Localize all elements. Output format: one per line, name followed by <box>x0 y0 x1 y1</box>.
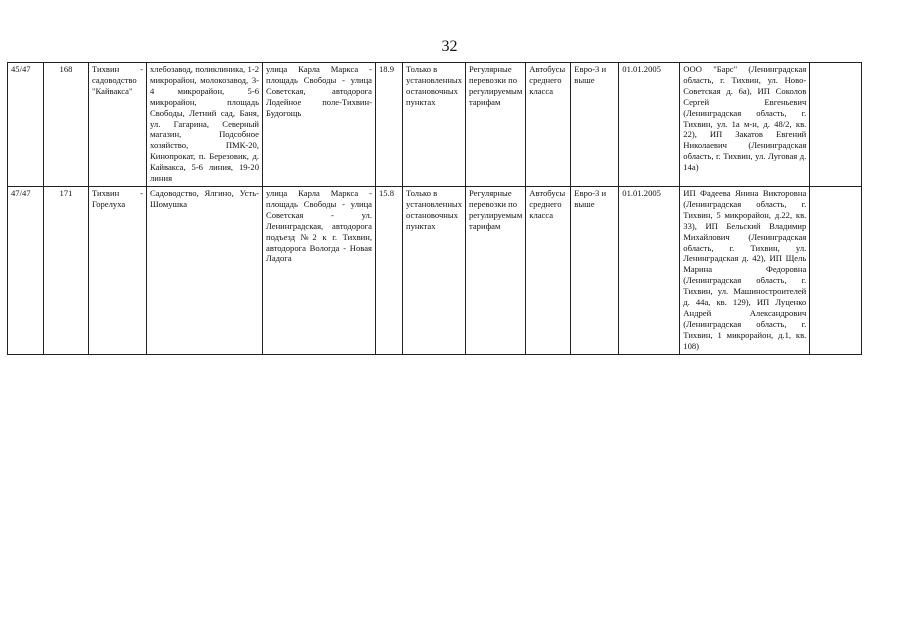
cell-transport-type: Регулярные перевозки по регулируемым тарифам <box>466 63 526 187</box>
cell-carrier: ИП Фадеева Янина Викторовна (Ленинградская область, г. Тихвин, 5 микрорайон, д.22, кв. 33), ИП Бельский Владимир Михайлович (Ленинградская область, г. Тихвин, ул. Ленинградская д. 42), ИП Щель Марина Федоровна (Ленинградская область, г. Тихвин, ул. Машиностроителей д. 44а, кв. 129), ИП Луценко Андрей Александрович (Ленинградская область, г. Тихвин, 1 микрорайон, д.1, кв. 108) <box>680 186 810 354</box>
cell-length: 18.9 <box>376 63 403 187</box>
cell-streets: улица Карла Маркса - площадь Свободы - улица Советская, автодорога Лодейное поле-Тихвин-Будогощь <box>263 63 376 187</box>
cell-streets: улица Карла Маркса - площадь Свободы - улица Советская - ул. Ленинградская, автодорога подъезд №2 к г. Тихвин, автодорога Вологда - Новая Ладога <box>263 186 376 354</box>
cell-route-no: 171 <box>44 186 89 354</box>
cell-route-name: Тихвин - садоводство "Кайвакса" <box>89 63 147 187</box>
cell-vehicles: Автобусы среднего класса <box>526 63 571 187</box>
cell-route-no: 168 <box>44 63 89 187</box>
cell-transport-type: Регулярные перевозки по регулируемым тарифам <box>466 186 526 354</box>
cell-stops: Садоводство, Ялгино, Усть-Шомушка <box>147 186 263 354</box>
page-number: 32 <box>441 38 458 55</box>
table-row <box>8 186 862 354</box>
table-row <box>8 63 862 187</box>
cell-boarding: Только в установленных остановочных пунктах <box>403 186 466 354</box>
cell-eco-class: Евро-3 и выше <box>571 186 619 354</box>
cell-start-date: 01.01.2005 <box>619 63 680 187</box>
cell-boarding: Только в установленных остановочных пунктах <box>403 63 466 187</box>
cell-reg-no: 47/47 <box>8 186 44 354</box>
cell-extra <box>810 186 862 354</box>
cell-length: 15.8 <box>376 186 403 354</box>
cell-extra <box>810 63 862 187</box>
cell-eco-class: Евро-3 и выше <box>571 63 619 187</box>
cell-start-date: 01.01.2005 <box>619 186 680 354</box>
cell-carrier: ООО "Барс" (Ленинградская область, г. Тихвин, ул. Ново-Советская д. 6а), ИП Соколов Сергей Евгеньевич (Ленинградская область, г. Тихвин, ул. 1а м-н, д. 48/2, кв. 22), ИП Закатов Евгений Николаевич (Ленинградская область, г. Тихвин, ул. Луговая д. 14а) <box>680 63 810 187</box>
cell-reg-no: 45/47 <box>8 63 44 187</box>
cell-route-name: Тихвин - Горелуха <box>89 186 147 354</box>
routes-table <box>7 62 862 355</box>
cell-stops: хлебозавод, поликлиника, 1-2 микрорайон, молокозавод, 3-4 микрорайон, 5-6 микрорайон, площадь Свободы, Летний сад, Баня, ул. Гагарина, Северный магазин, Подсобное хозяйство, ПМК-20, Кинопрокат, п. Березовик, д. Кайвакса, 5-6 линия, 19-20 линия <box>147 63 263 187</box>
cell-vehicles: Автобусы среднего класса <box>526 186 571 354</box>
